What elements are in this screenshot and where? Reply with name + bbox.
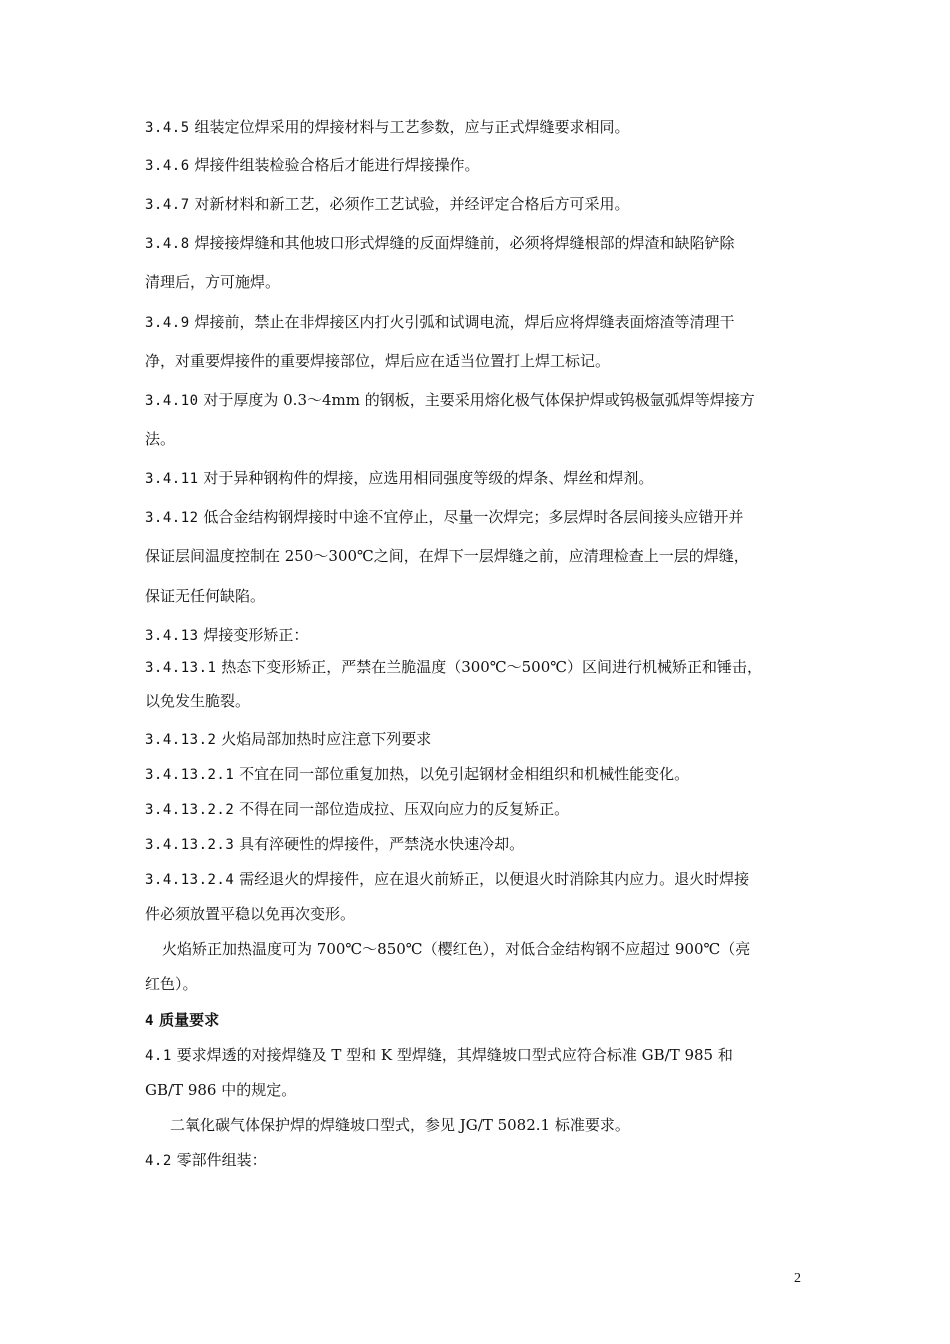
clause-3-4-5 <box>145 116 815 139</box>
clause-continuation <box>145 690 815 712</box>
section-title: 质量要求 <box>159 1011 220 1029</box>
clause-3-4-9 <box>145 311 815 334</box>
section-heading-4 <box>145 1009 815 1032</box>
clause-number: 3.4.13.2 <box>145 732 217 748</box>
clause-continuation <box>145 903 815 925</box>
clause-text: GB/T 986 中的规定。 <box>145 1081 297 1099</box>
clause-3-4-13 <box>145 624 815 647</box>
clause-4-2 <box>145 1149 815 1172</box>
clause-3-4-12 <box>145 506 815 529</box>
clause-text: 焊接前，禁止在非焊接区内打火引弧和试调电流，焊后应将焊缝表面熔渣等清理干 <box>194 313 735 331</box>
page-number: 2 <box>794 1271 801 1286</box>
clause-3-4-6 <box>145 154 815 177</box>
clause-3-4-11 <box>145 467 815 490</box>
clause-text: 保证层间温度控制在 250～300℃之间，在焊下一层焊缝之前，应清理检查上一层的焊缝， <box>145 547 749 565</box>
clause-text: 不得在同一部位造成拉、压双向应力的反复矫正。 <box>239 800 570 818</box>
clause-text: 组装定位焊采用的焊接材料与工艺参数，应与正式焊缝要求相同。 <box>194 118 630 136</box>
clause-continuation <box>145 428 815 450</box>
clause-text: 净，对重要焊接件的重要焊接部位，焊后应在适当位置打上焊工标记。 <box>145 352 611 370</box>
clause-4-1 <box>145 1044 815 1067</box>
clause-3-4-10 <box>145 389 815 412</box>
clause-text: 焊接件组装检验合格后才能进行焊接操作。 <box>194 156 480 174</box>
clause-number: 3.4.10 <box>145 393 199 409</box>
clause-3-4-13-2-2 <box>145 798 815 821</box>
clause-3-4-13-1 <box>145 656 815 679</box>
clause-text: 件必须放置平稳以免再次变形。 <box>145 905 356 923</box>
clause-3-4-7 <box>145 193 815 216</box>
clause-number: 3.4.13.2.1 <box>145 767 235 783</box>
clause-continuation <box>145 973 815 995</box>
clause-text: 清理后，方可施焊。 <box>145 273 281 291</box>
clause-text: 二氧化碳气体保护焊的焊缝坡口型式，参见 JG/T 5082.1 标准要求。 <box>170 1116 630 1134</box>
clause-3-4-13-2-1 <box>145 763 815 786</box>
clause-text: 对新材料和新工艺，必须作工艺试验，并经评定合格后方可采用。 <box>194 195 630 213</box>
clause-number: 3.4.13.2.4 <box>145 872 235 888</box>
clause-text: 对于厚度为 0.3～4mm 的钢板，主要采用熔化极气体保护焊或钨极氩弧焊等焊接方 <box>203 391 755 409</box>
clause-text: 不宜在同一部位重复加热，以免引起钢材金相组织和机械性能变化。 <box>239 765 690 783</box>
clause-continuation <box>145 271 815 293</box>
clause-3-4-13-2-4 <box>145 868 815 891</box>
clause-continuation <box>145 350 815 372</box>
clause-number: 3.4.8 <box>145 236 190 252</box>
indented-paragraph <box>170 1114 840 1136</box>
clause-continuation <box>145 585 815 607</box>
clause-text: 法。 <box>145 430 176 448</box>
clause-text: 零部件组装： <box>176 1151 267 1169</box>
clause-number: 3.4.9 <box>145 315 190 331</box>
section-number: 4 <box>145 1013 154 1029</box>
clause-number: 3.4.12 <box>145 510 199 526</box>
clause-3-4-8 <box>145 232 815 255</box>
clause-text: 火焰矫正加热温度可为 700℃～850℃（樱红色），对低合金结构钢不应超过 900℃（亮 <box>162 940 751 958</box>
clause-number: 3.4.7 <box>145 197 190 213</box>
clause-number: 3.4.13.2.3 <box>145 837 235 853</box>
clause-text: 具有淬硬性的焊接件，严禁浇水快速冷却。 <box>239 835 525 853</box>
clause-number: 3.4.11 <box>145 471 199 487</box>
clause-3-4-13-2-3 <box>145 833 815 856</box>
indented-paragraph <box>162 938 832 960</box>
clause-text: 保证无任何缺陷。 <box>145 587 266 605</box>
clause-number: 3.4.13.1 <box>145 660 217 676</box>
clause-number: 3.4.6 <box>145 158 190 174</box>
clause-number: 4.2 <box>145 1153 172 1169</box>
clause-text: 需经退火的焊接件，应在退火前矫正，以便退火时消除其内应力。退火时焊接 <box>239 870 750 888</box>
clause-text: 要求焊透的对接焊缝及 T 型和 K 型焊缝，其焊缝坡口型式应符合标准 GB/T 985 和 <box>176 1046 733 1064</box>
clause-continuation <box>145 1079 815 1101</box>
clause-text: 热态下变形矫正，严禁在兰脆温度（300℃～500℃）区间进行机械矫正和锤击， <box>221 658 763 676</box>
clause-number: 3.4.13.2.2 <box>145 802 235 818</box>
clause-3-4-13-2 <box>145 728 815 751</box>
clause-text: 以免发生脆裂。 <box>145 692 251 710</box>
clause-number: 3.4.13 <box>145 628 199 644</box>
clause-text: 红色）。 <box>145 975 198 993</box>
clause-text: 焊接接焊缝和其他坡口形式焊缝的反面焊缝前，必须将焊缝根部的焊渣和缺陷铲除 <box>194 234 735 252</box>
clause-text: 对于异种钢构件的焊接，应选用相同强度等级的焊条、焊丝和焊剂。 <box>203 469 654 487</box>
clause-text: 焊接变形矫正： <box>203 626 309 644</box>
clause-continuation <box>145 545 815 567</box>
clause-number: 3.4.5 <box>145 120 190 136</box>
clause-text: 火焰局部加热时应注意下列要求 <box>221 730 432 748</box>
clause-number: 4.1 <box>145 1048 172 1064</box>
clause-text: 低合金结构钢焊接时中途不宜停止，尽量一次焊完；多层焊时各层间接头应错开并 <box>203 508 744 526</box>
